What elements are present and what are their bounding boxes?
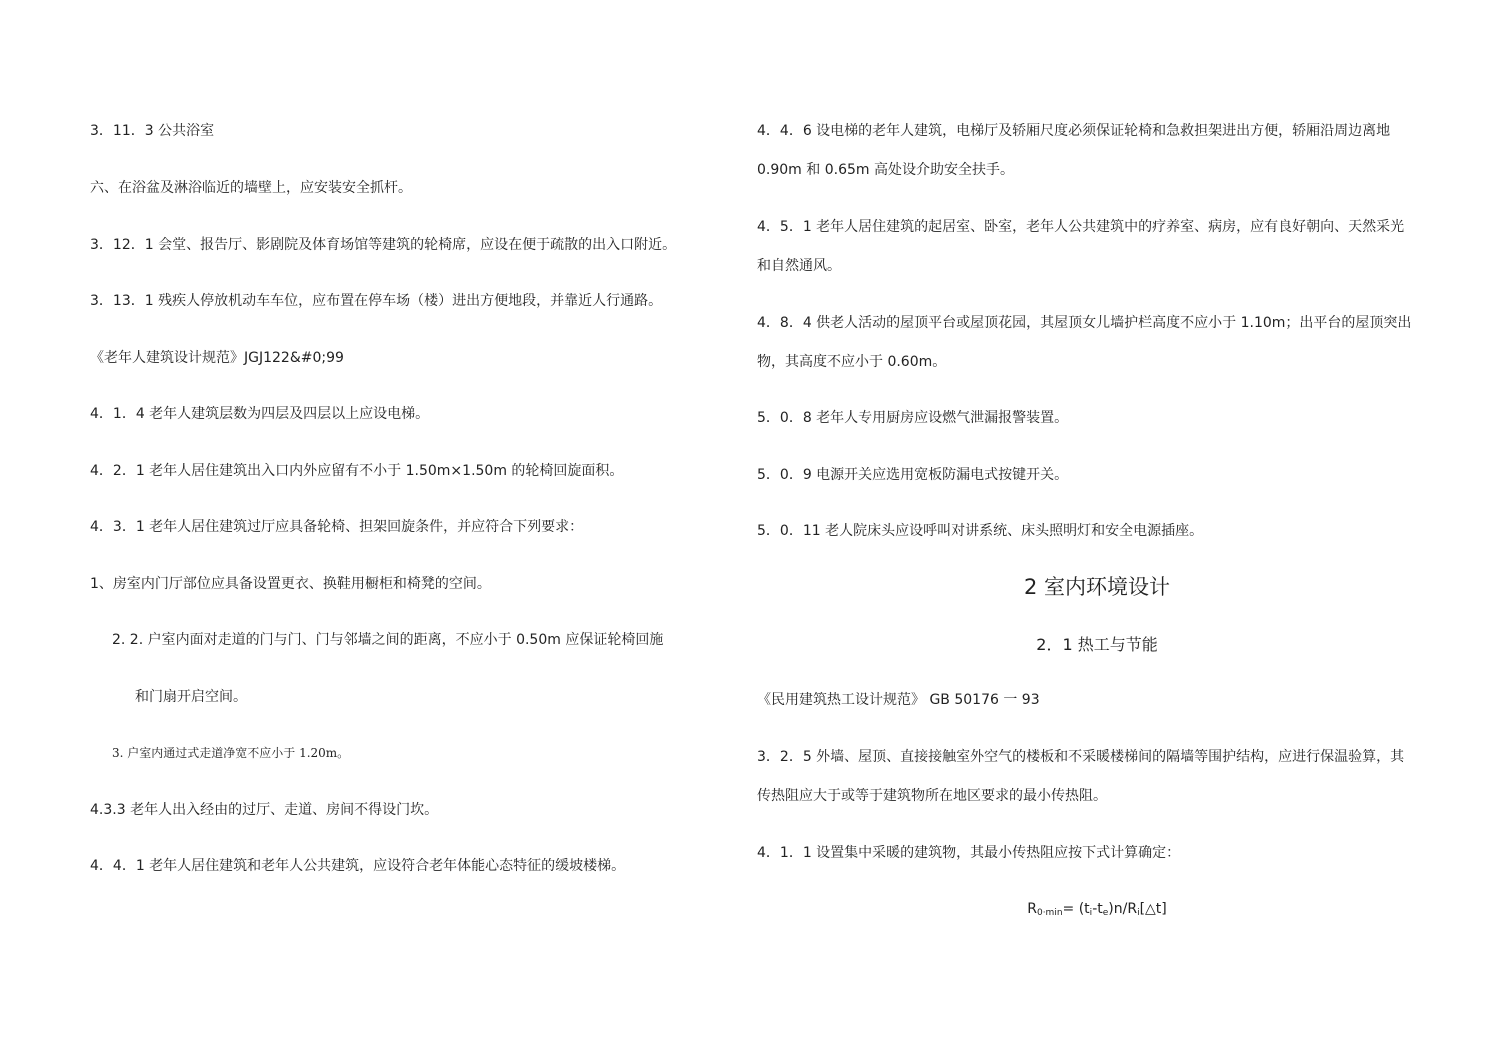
paragraph: 4．8．4 供老人活动的屋顶平台或屋顶花园，其屋顶女儿墙护栏高度不应小于 1.10m；出平台的屋顶突出物，其高度不应小于 0.60m。	[757, 315, 1412, 370]
paragraph: 3．13．1 残疾人停放机动车车位，应布置在停车场（楼）进出方便地段，并靠近人行通路。	[90, 293, 663, 309]
paragraph: 4．1．1 设置集中采暖的建筑物，其最小传热阻应按下式计算确定：	[757, 845, 1181, 861]
list-item: 2. 2. 户室内面对走道的门与门、门与邻墙之间的距离，不应小于 0.50m 应保证轮椅回施	[112, 632, 664, 648]
paragraph: 4.3.3 老年人出入经由的过厅、走道、房间不得设门坎。	[90, 802, 439, 818]
section-heading: 2 室内环境设计	[1023, 575, 1171, 599]
paragraph: 3．12．1 会堂、报告厅、影剧院及体育场馆等建筑的轮椅席，应设在便于疏散的出入口附近。	[90, 237, 677, 253]
paragraph: 4．5．1 老年人居住建筑的起居室、卧室，老年人公共建筑中的疗养室、病房，应有良好朝向、天然采光和自然通风。	[757, 219, 1405, 274]
formula-part: -t	[1092, 901, 1103, 917]
list-item: 1、房室内门厅部位应具备设置更衣、换鞋用橱柜和椅凳的空间。	[90, 576, 491, 592]
formula-rhs: [△t]	[1139, 901, 1167, 917]
paragraph: 5．0．8 老年人专用厨房应设燃气泄漏报警装置。	[757, 410, 1069, 426]
paragraph: 4．4．6 设电梯的老年人建筑，电梯厅及轿厢尺度必须保证轮椅和急救担架进出方便，轿厢沿周边离地 0.90m 和 0.65m 高处设介助安全扶手。	[757, 123, 1391, 178]
paragraph: 3．11．3 公共浴室	[90, 123, 215, 139]
formula-part: = (t	[1062, 901, 1090, 917]
paragraph: 六、在浴盆及淋浴临近的墙壁上，应安装安全抓杆。	[90, 180, 412, 196]
standard-title: 《民用建筑热工设计规范》 GB 50176 一 93	[757, 692, 1040, 708]
formula-lhs: R	[1027, 901, 1037, 917]
formula-sub: i	[1089, 908, 1093, 918]
formula-sub: i	[1137, 908, 1140, 918]
list-item: 3. 户室内通过式走道净宽不应小于 1.20m。	[112, 746, 350, 760]
standard-title: 《老年人建筑设计规范》JGJ122&#0;99	[90, 350, 344, 366]
formula-part: )n/R	[1108, 901, 1138, 917]
paragraph: 4．3．1 老年人居住建筑过厅应具备轮椅、担架回旋条件，并应符合下列要求：	[90, 519, 584, 535]
paragraph: 5．0．11 老人院床头应设呼叫对讲系统、床头照明灯和安全电源插座。	[757, 523, 1204, 539]
paragraph: 4．4．1 老年人居住建筑和老年人公共建筑，应设符合老年体能心态特征的缓坡楼梯。	[90, 858, 626, 874]
subsection-heading: 2．1 热工与节能	[1036, 635, 1158, 654]
paragraph: 5．0．9 电源开关应选用宽板防漏电式按键开关。	[757, 467, 1069, 483]
formula	[757, 890, 1437, 929]
formula-sub: 0·min	[1036, 908, 1063, 918]
paragraph: 4．1．4 老年人建筑层数为四层及四层以上应设电梯。	[90, 406, 430, 422]
list-item-continuation: 和门扇开启空间。	[135, 689, 247, 705]
paragraph: 4．2．1 老年人居住建筑出入口内外应留有不小于 1.50m×1.50m 的轮椅回旋面积。	[90, 463, 624, 479]
formula-sub: e	[1102, 908, 1109, 918]
paragraph: 3．2．5 外墙、屋顶、直接接触室外空气的楼板和不采暖楼梯间的隔墙等围护结构，应进行保温验算，其传热阻应大于或等于建筑物所在地区要求的最小传热阻。	[757, 749, 1405, 804]
